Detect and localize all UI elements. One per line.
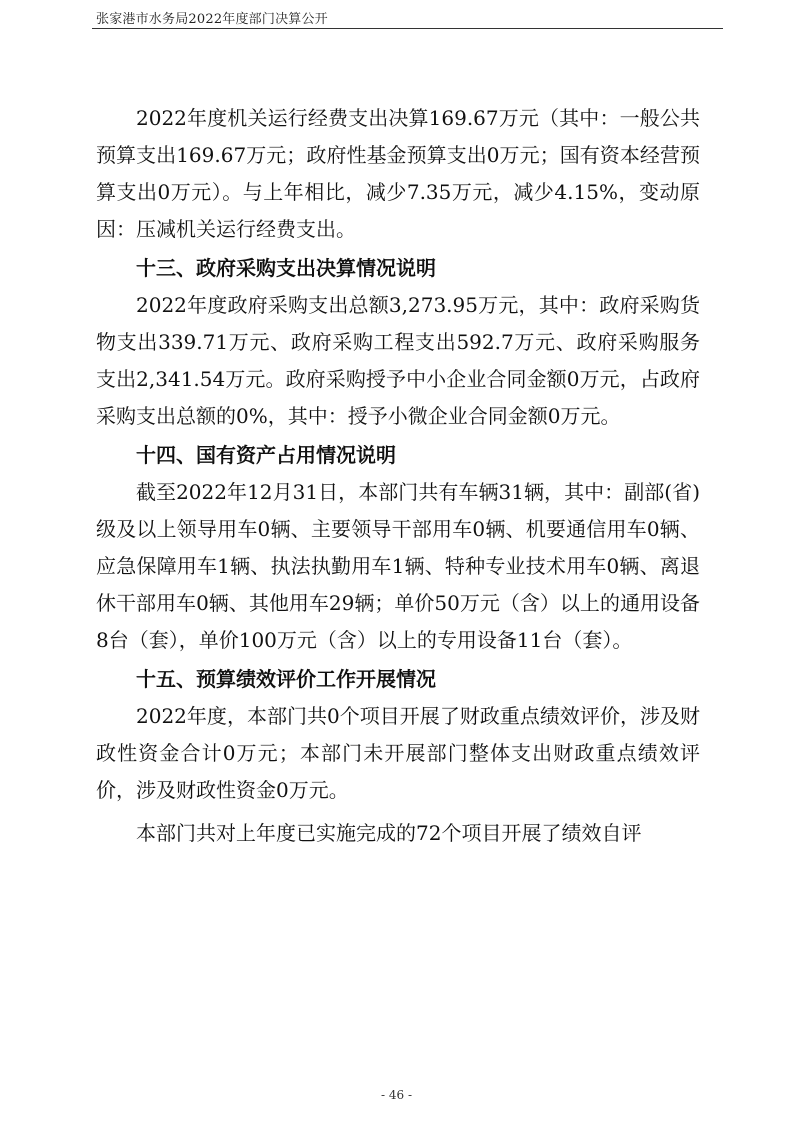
running-header: 张家港市水务局2022年度部门决算公开	[96, 12, 328, 27]
heading-government-procurement: 十三、政府采购支出决算情况说明	[136, 256, 436, 280]
page-number: - 46 -	[380, 1088, 412, 1102]
paragraph-self-evaluation: 本部门共对上年度已实施完成的72个项目开展了绩效自评	[136, 821, 642, 845]
paragraph-state-assets: 截至2022年12月31日，本部门共有车辆31辆，其中：副部(省)级及以上领导用车0辆、主要领导干部用车0辆、机要通信用车0辆、应急保障用车1辆、执法执勤用车1辆、特种专业技术用车0辆、离退休干部用车0辆、其他用车29辆；单价50万元（含）以上的通用设备8台（套），单价100万元（含）以上的专用设备11台（套）。	[96, 480, 700, 652]
heading-performance-evaluation: 十五、预算绩效评价工作开展情况	[136, 667, 436, 691]
document-body	[96, 100, 700, 852]
heading-state-assets: 十四、国有资产占用情况说明	[136, 443, 396, 467]
header-divider	[92, 28, 723, 29]
paragraph-government-procurement: 2022年度政府采购支出总额3,273.95万元，其中：政府采购货物支出339.71万元、政府采购工程支出592.7万元、政府采购服务支出2,341.54万元。政府采购授予中小企业合同金额0万元，占政府采购支出总额的0%，其中：授予小微企业合同金额0万元。	[96, 293, 700, 428]
paragraph-performance-evaluation: 2022年度，本部门共0个项目开展了财政重点绩效评价，涉及财政性资金合计0万元；本部门未开展部门整体支出财政重点绩效评价，涉及财政性资金0万元。	[96, 704, 700, 802]
paragraph-operating-expenses: 2022年度机关运行经费支出决算169.67万元（其中：一般公共预算支出169.67万元；政府性基金预算支出0万元；国有资本经营预算支出0万元）。与上年相比，减少7.35万元，减少4.15%，变动原因：压减机关运行经费支出。	[96, 106, 700, 241]
